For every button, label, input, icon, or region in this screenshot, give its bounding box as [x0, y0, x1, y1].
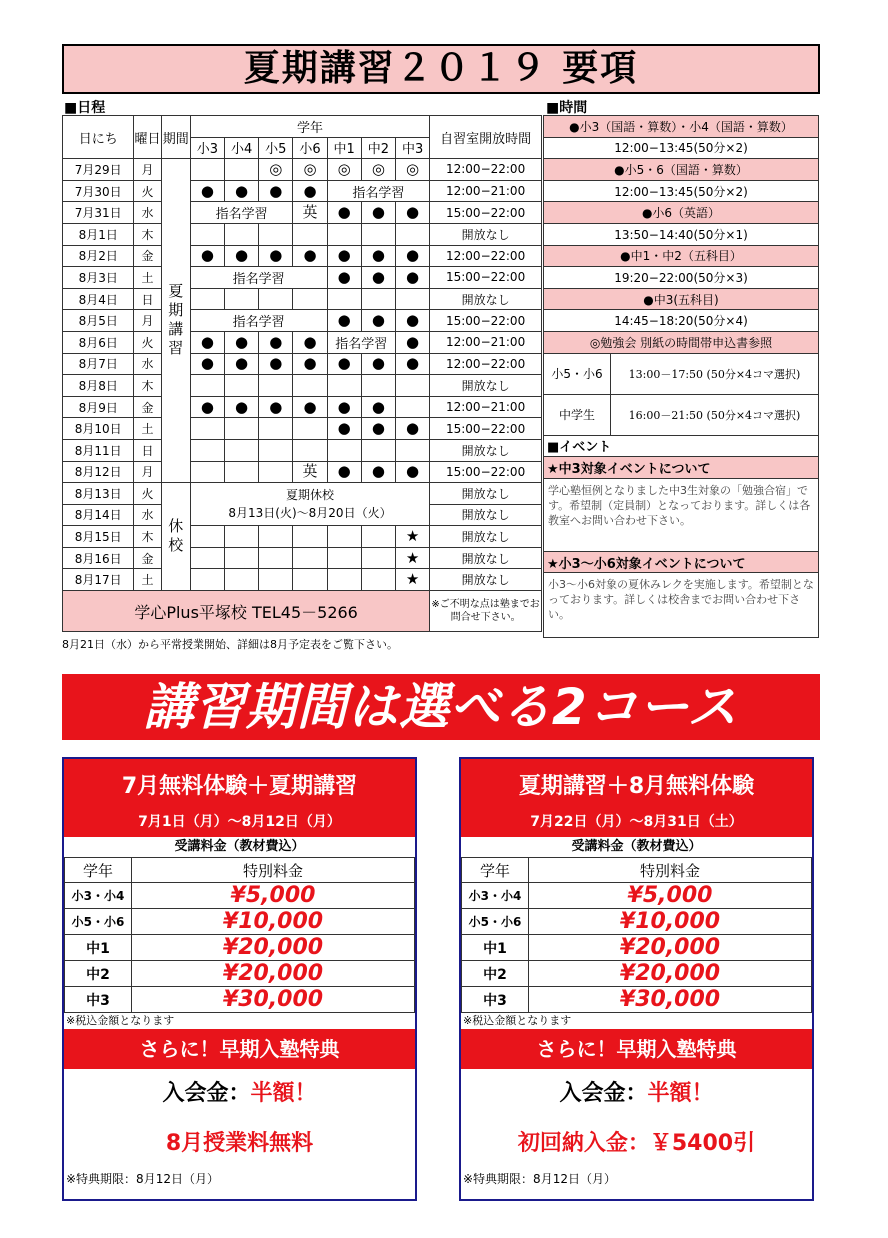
schedule-dow: 水 — [134, 202, 161, 224]
schedule-open: 開放なし — [430, 547, 542, 569]
schedule-cell: ● — [293, 331, 327, 353]
schedule-open: 15:00−22:00 — [430, 202, 542, 224]
price-value: ¥20,000 — [132, 935, 415, 961]
schedule-cell — [259, 439, 293, 461]
schedule-cell: ● — [396, 418, 430, 440]
header-dow: 曜日 — [134, 116, 161, 159]
schedule-dow: 水 — [134, 504, 161, 526]
schedule-cell — [190, 526, 224, 548]
schedule-open: 12:00−21:00 — [430, 331, 542, 353]
contact-note: ※ご不明な点は塾までお問合せ下さい。 — [430, 591, 542, 632]
entry-fee-discount: 半額！ — [647, 1081, 714, 1106]
price-table — [64, 857, 415, 1013]
price-header-price: 特別料金 — [529, 858, 812, 883]
schedule-dow: 木 — [134, 375, 161, 397]
schedule-date: 8月16日 — [63, 547, 134, 569]
time-row: ◎勉強会 別紙の時間帯申込書参照 — [544, 331, 819, 353]
schedule-cell — [396, 396, 430, 418]
schedule-dow: 月 — [134, 310, 161, 332]
schedule-cell — [361, 223, 395, 245]
price-grade: 小5・小6 — [462, 909, 529, 935]
schedule-open: 12:00−22:00 — [430, 245, 542, 267]
schedule-open: 12:00−21:00 — [430, 180, 542, 202]
schedule-cell — [293, 569, 327, 591]
schedule-cell: ● — [396, 310, 430, 332]
schedule-cell — [259, 526, 293, 548]
course-title: 7月無料体験＋夏期講習 — [64, 759, 415, 811]
schedule-cell — [190, 439, 224, 461]
price-grade: 小3・小4 — [462, 883, 529, 909]
schedule-dow: 土 — [134, 418, 161, 440]
price-value: ¥20,000 — [529, 961, 812, 987]
header-grade-col: 小3 — [190, 137, 224, 159]
schedule-cell: ● — [190, 245, 224, 267]
schedule-cell — [259, 288, 293, 310]
schedule-cell — [259, 418, 293, 440]
schedule-cell — [361, 569, 395, 591]
entry-fee-discount: 半額！ — [250, 1081, 317, 1106]
schedule-cell — [224, 288, 258, 310]
schedule-cell: ● — [259, 353, 293, 375]
header-grade: 学年 — [190, 116, 429, 138]
schedule-cell: ● — [396, 353, 430, 375]
schedule-dow: 月 — [134, 461, 161, 483]
schedule-row — [63, 439, 542, 461]
schedule-cell: ● — [327, 202, 361, 224]
schedule-cell: ◎ — [327, 159, 361, 181]
schedule-cell: ● — [396, 202, 430, 224]
schedule-cell: 指名学習 — [327, 180, 430, 202]
time-row: 12:00−13:45(50分×2) — [544, 180, 819, 202]
schedule-cell — [396, 223, 430, 245]
header-grade-col: 中1 — [327, 137, 361, 159]
price-value: ¥10,000 — [132, 909, 415, 935]
header-grade-col: 小5 — [259, 137, 293, 159]
time-row: 12:00−13:45(50分×2) — [544, 137, 819, 159]
schedule-cell — [327, 375, 361, 397]
schedule-dow: 金 — [134, 245, 161, 267]
schedule-cell: ★ — [396, 547, 430, 569]
schedule-date: 8月14日 — [63, 504, 134, 526]
schedule-open: 開放なし — [430, 439, 542, 461]
schedule-cell: ● — [293, 353, 327, 375]
schedule-cell: 英 — [293, 202, 327, 224]
schedule-open: 開放なし — [430, 483, 542, 505]
schedule-date: 8月8日 — [63, 375, 134, 397]
time-row: ●中1・中2（五科目） — [544, 245, 819, 267]
time-row: 14:45−18:20(50分×4) — [544, 310, 819, 332]
schedule-cell: ● — [190, 180, 224, 202]
schedule-cell: ● — [361, 396, 395, 418]
schedule-cell — [190, 288, 224, 310]
time-row: 19:20−22:00(50分×3) — [544, 267, 819, 289]
schedule-row — [63, 245, 542, 267]
event1-title: ★中3対象イベントについて — [544, 457, 819, 479]
closed-notice — [190, 483, 429, 526]
schedule-cell — [361, 526, 395, 548]
schedule-row — [63, 159, 542, 181]
price-grade: 中2 — [65, 961, 132, 987]
schedule-cell — [190, 547, 224, 569]
bonus-header: さらに！早期入塾特典 — [461, 1029, 812, 1069]
header-grade-col: 中3 — [396, 137, 430, 159]
schedule-dow: 日 — [134, 439, 161, 461]
schedule-cell — [190, 569, 224, 591]
schedule-cell — [259, 461, 293, 483]
schedule-open: 12:00−22:00 — [430, 159, 542, 181]
schedule-open: 開放なし — [430, 288, 542, 310]
schedule-row — [63, 288, 542, 310]
schedule-cell: ● — [327, 461, 361, 483]
study-time: 16:00－21:50 (50分×4コマ選択) — [611, 394, 819, 435]
schedule-open: 開放なし — [430, 504, 542, 526]
schedule-open: 12:00−21:00 — [430, 396, 542, 418]
schedule-dow: 火 — [134, 331, 161, 353]
schedule-cell: ● — [293, 245, 327, 267]
closed-dates: 8月13日(火)～8月20日（火） — [228, 506, 392, 521]
header-grade-col: 小4 — [224, 137, 258, 159]
course-title: 夏期講習＋8月無料体験 — [461, 759, 812, 811]
schedule-cell: ● — [327, 310, 361, 332]
schedule-open: 開放なし — [430, 375, 542, 397]
entry-fee-label: 入会金： — [559, 1081, 648, 1106]
schedule-cell — [327, 288, 361, 310]
schedule-cell — [224, 375, 258, 397]
schedule-cell — [293, 375, 327, 397]
study-grade: 中学生 — [544, 394, 611, 435]
schedule-cell: ● — [224, 396, 258, 418]
time-row: ●小5・6（国語・算数） — [544, 159, 819, 181]
schedule-cell — [396, 375, 430, 397]
header-grade-col: 中2 — [361, 137, 395, 159]
price-header-grade: 学年 — [462, 858, 529, 883]
bonus-header: さらに！早期入塾特典 — [64, 1029, 415, 1069]
course-dates: 7月1日（月）～8月12日（月） — [64, 811, 415, 837]
schedule-cell: ● — [396, 245, 430, 267]
school-contact: 学心Plus平塚校 TEL45－5266 — [63, 591, 430, 632]
schedule-cell: ● — [259, 180, 293, 202]
price-grade: 中2 — [462, 961, 529, 987]
schedule-cell — [190, 418, 224, 440]
bonus-line-2: 初回納入金：￥5400引 — [517, 1131, 756, 1156]
bonus-line-2: 8月授業料無料 — [165, 1131, 314, 1156]
schedule-cell — [259, 375, 293, 397]
schedule-open: 15:00−22:00 — [430, 418, 542, 440]
schedule-cell — [224, 569, 258, 591]
schedule-date: 8月7日 — [63, 353, 134, 375]
schedule-date: 8月15日 — [63, 526, 134, 548]
schedule-cell — [190, 461, 224, 483]
schedule-cell: ● — [190, 331, 224, 353]
period-summer: 夏期講習 — [161, 159, 190, 483]
price-header-grade: 学年 — [65, 858, 132, 883]
schedule-cell: ◎ — [293, 159, 327, 181]
price-value: ¥10,000 — [529, 909, 812, 935]
header-period: 期間 — [161, 116, 190, 159]
schedule-cell — [327, 526, 361, 548]
schedule-dow: 水 — [134, 353, 161, 375]
schedule-dow: 月 — [134, 159, 161, 181]
course-subtitle: 受講料金（教材費込） — [571, 839, 702, 854]
schedule-cell: ◎ — [259, 159, 293, 181]
schedule-cell — [396, 439, 430, 461]
schedule-row — [63, 396, 542, 418]
course-subtitle: 受講料金（教材費込） — [174, 839, 305, 854]
schedule-cell — [293, 439, 327, 461]
schedule-cell — [361, 375, 395, 397]
schedule-open: 15:00−22:00 — [430, 461, 542, 483]
schedule-cell: ★ — [396, 569, 430, 591]
schedule-date: 8月13日 — [63, 483, 134, 505]
schedule-cell: ● — [396, 331, 430, 353]
schedule-date: 8月3日 — [63, 267, 134, 289]
schedule-cell: ● — [361, 202, 395, 224]
price-value: ¥20,000 — [529, 935, 812, 961]
schedule-cell: 指名学習 — [190, 267, 327, 289]
schedule-cell: ● — [259, 396, 293, 418]
header-open: 自習室開放時間 — [430, 116, 542, 159]
course-banner: 講習期間は選べる2コース — [62, 674, 820, 740]
schedule-open: 開放なし — [430, 526, 542, 548]
schedule-cell: ● — [190, 353, 224, 375]
schedule-date: 8月9日 — [63, 396, 134, 418]
schedule-date: 8月12日 — [63, 461, 134, 483]
price-table — [461, 857, 812, 1013]
schedule-cell — [293, 223, 327, 245]
schedule-cell: ● — [327, 245, 361, 267]
price-grade: 中3 — [65, 987, 132, 1013]
schedule-row — [63, 267, 542, 289]
schedule-cell: ● — [190, 396, 224, 418]
closed-title: 夏期休校 — [285, 488, 334, 503]
schedule-cell — [361, 547, 395, 569]
schedule-cell — [396, 288, 430, 310]
schedule-cell — [327, 223, 361, 245]
price-grade: 中1 — [462, 935, 529, 961]
price-grade: 小3・小4 — [65, 883, 132, 909]
header-date: 日にち — [63, 116, 134, 159]
schedule-cell: ● — [396, 461, 430, 483]
schedule-dow: 火 — [134, 483, 161, 505]
schedule-date: 8月6日 — [63, 331, 134, 353]
event2-title: ★小3～小6対象イベントについて — [544, 551, 819, 573]
price-value: ¥20,000 — [132, 961, 415, 987]
schedule-cell: ● — [327, 396, 361, 418]
schedule-cell: ● — [361, 461, 395, 483]
schedule-cell — [224, 223, 258, 245]
time-row: ●小3（国語・算数）・小4（国語・算数） — [544, 116, 819, 138]
schedule-date: 8月4日 — [63, 288, 134, 310]
bonus-line-1 — [461, 1069, 812, 1119]
price-value: ¥5,000 — [132, 883, 415, 909]
price-value: ¥30,000 — [529, 987, 812, 1013]
schedule-cell: ● — [327, 267, 361, 289]
schedule-cell: 指名学習 — [190, 310, 327, 332]
schedule-dow: 木 — [134, 223, 161, 245]
schedule-cell — [293, 418, 327, 440]
schedule-cell — [190, 375, 224, 397]
schedule-date: 7月30日 — [63, 180, 134, 202]
schedule-cell — [190, 223, 224, 245]
schedule-cell: ● — [259, 331, 293, 353]
schedule-dow: 土 — [134, 267, 161, 289]
schedule-cell: ● — [224, 180, 258, 202]
schedule-row — [63, 418, 542, 440]
schedule-dow: 木 — [134, 526, 161, 548]
bonus-deadline: ※特典期限：8月12日（月） — [463, 1172, 616, 1186]
course-dates: 7月22日（月）～8月31日（土） — [461, 811, 812, 837]
schedule-dow: 土 — [134, 569, 161, 591]
schedule-cell: ● — [293, 396, 327, 418]
schedule-cell: ● — [327, 418, 361, 440]
period-closed: 休校 — [161, 483, 190, 591]
schedule-dow: 金 — [134, 396, 161, 418]
schedule-row — [63, 547, 542, 569]
schedule-cell — [327, 569, 361, 591]
schedule-date: 8月10日 — [63, 418, 134, 440]
time-row: ●小6（英語） — [544, 202, 819, 224]
tax-note: ※税込金額となります — [463, 1014, 572, 1027]
schedule-cell — [327, 439, 361, 461]
schedule-date: 8月17日 — [63, 569, 134, 591]
schedule-row — [63, 223, 542, 245]
time-row: ●中3(五科目) — [544, 288, 819, 310]
schedule-cell — [259, 223, 293, 245]
study-time: 13:00－17:50 (50分×4コマ選択) — [611, 353, 819, 394]
schedule-row — [63, 526, 542, 548]
schedule-open: 開放なし — [430, 223, 542, 245]
schedule-cell: ● — [361, 310, 395, 332]
schedule-date: 8月11日 — [63, 439, 134, 461]
schedule-cell: ● — [361, 267, 395, 289]
schedule-cell: ◎ — [361, 159, 395, 181]
schedule-date: 7月31日 — [63, 202, 134, 224]
schedule-cell — [224, 439, 258, 461]
time-section-label: ■時間 — [546, 100, 588, 116]
schedule-row — [63, 180, 542, 202]
schedule-cell — [224, 526, 258, 548]
schedule-cell: ● — [361, 353, 395, 375]
schedule-cell: 指名学習 — [190, 202, 293, 224]
schedule-row — [63, 483, 542, 505]
schedule-dow: 火 — [134, 180, 161, 202]
schedule-cell — [224, 547, 258, 569]
schedule-cell: 指名学習 — [327, 331, 395, 353]
bottom-note: 8月21日（水）から平常授業開始、詳細は8月予定表をご覧下さい。 — [62, 638, 398, 651]
event2-text: 小3～小6対象の夏休みレクを実施します。希望制となっております。詳しくは校舎までお問い合わせ下さい。 — [544, 573, 819, 638]
entry-fee-label: 入会金： — [162, 1081, 251, 1106]
price-value: ¥30,000 — [132, 987, 415, 1013]
schedule-cell — [293, 288, 327, 310]
bonus-line-1 — [64, 1069, 415, 1119]
event-section-label: ■イベント — [544, 435, 819, 457]
schedule-cell — [293, 526, 327, 548]
price-grade: 小5・小6 — [65, 909, 132, 935]
schedule-cell — [224, 159, 258, 181]
schedule-cell: ● — [224, 245, 258, 267]
schedule-row — [63, 375, 542, 397]
schedule-cell: ★ — [396, 526, 430, 548]
schedule-row — [63, 353, 542, 375]
bonus-deadline: ※特典期限：8月12日（月） — [66, 1172, 219, 1186]
schedule-cell: ● — [293, 180, 327, 202]
schedule-cell — [361, 439, 395, 461]
schedule-cell: ● — [361, 418, 395, 440]
schedule-row — [63, 569, 542, 591]
event1-text: 学心塾恒例となりました中3生対象の「勉強合宿」です。希望制（定員制）となっております。詳しくは各教室へお問い合わせ下さい。 — [544, 478, 819, 551]
schedule-cell — [259, 569, 293, 591]
schedule-row — [63, 310, 542, 332]
time-table — [543, 115, 819, 638]
schedule-open: 12:00−22:00 — [430, 353, 542, 375]
schedule-row — [63, 331, 542, 353]
course-card-1 — [62, 757, 417, 1201]
schedule-table — [62, 115, 542, 632]
schedule-cell — [224, 461, 258, 483]
schedule-cell: ◎ — [396, 159, 430, 181]
price-value: ¥5,000 — [529, 883, 812, 909]
schedule-dow: 金 — [134, 547, 161, 569]
schedule-cell — [293, 547, 327, 569]
schedule-open: 開放なし — [430, 569, 542, 591]
schedule-section-label: ■日程 — [64, 100, 106, 116]
tax-note: ※税込金額となります — [66, 1014, 175, 1027]
schedule-cell: ● — [396, 267, 430, 289]
schedule-dow: 日 — [134, 288, 161, 310]
price-grade: 中3 — [462, 987, 529, 1013]
schedule-cell: ● — [327, 353, 361, 375]
schedule-cell — [259, 547, 293, 569]
schedule-row — [63, 202, 542, 224]
schedule-cell — [327, 547, 361, 569]
course-card-2 — [459, 757, 814, 1201]
schedule-cell — [224, 418, 258, 440]
schedule-date: 8月5日 — [63, 310, 134, 332]
schedule-date: 7月29日 — [63, 159, 134, 181]
time-row: 13:50−14:40(50分×1) — [544, 223, 819, 245]
schedule-row — [63, 461, 542, 483]
price-grade: 中1 — [65, 935, 132, 961]
schedule-cell: ● — [224, 353, 258, 375]
schedule-cell: ● — [259, 245, 293, 267]
schedule-cell: ● — [224, 331, 258, 353]
schedule-cell: 英 — [293, 461, 327, 483]
schedule-date: 8月2日 — [63, 245, 134, 267]
schedule-date: 8月1日 — [63, 223, 134, 245]
study-grade: 小5・小6 — [544, 353, 611, 394]
price-header-price: 特別料金 — [132, 858, 415, 883]
header-grade-col: 小6 — [293, 137, 327, 159]
schedule-cell — [190, 159, 224, 181]
schedule-open: 15:00−22:00 — [430, 310, 542, 332]
page-title: 夏期講習２０１９ 要項 — [62, 44, 820, 94]
schedule-cell: ● — [361, 245, 395, 267]
schedule-open: 15:00−22:00 — [430, 267, 542, 289]
schedule-cell — [361, 288, 395, 310]
